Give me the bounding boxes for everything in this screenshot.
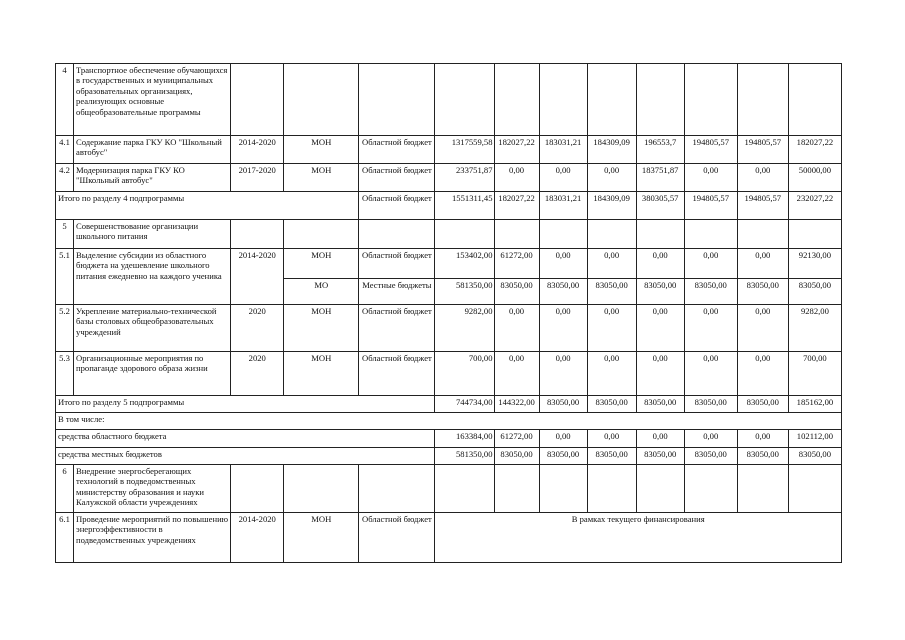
source-cell: Областной бюджет — [359, 192, 435, 220]
period-cell: 2017-2020 — [231, 164, 284, 192]
value-cell: 183751,87 — [636, 164, 684, 192]
value-cell: 83050,00 — [494, 279, 539, 305]
row-title: Внедрение энергосберегающих технологий в подведомственных министерству образования и науки Калужской области учреждениях — [74, 465, 231, 513]
value-cell: 184309,09 — [587, 136, 636, 164]
source-cell: Областной бюджет — [359, 164, 435, 192]
value-cell: 9282,00 — [788, 305, 841, 352]
value-cell: 0,00 — [494, 352, 539, 396]
executor-cell: МОН — [284, 249, 359, 279]
value-cell: 183031,21 — [539, 192, 587, 220]
value-cell: 0,00 — [587, 305, 636, 352]
value-cell: 0,00 — [539, 164, 587, 192]
value-cell: 380305,57 — [636, 192, 684, 220]
value-cell: 83050,00 — [636, 396, 684, 413]
table-row-5-3 — [56, 352, 842, 396]
value-cell: 102112,00 — [788, 430, 841, 448]
row-number: 5.3 — [56, 352, 74, 396]
row-number: 5 — [56, 220, 74, 249]
value-cell: 83050,00 — [788, 448, 841, 465]
budget-table-page — [55, 63, 842, 563]
value-cell: 0,00 — [636, 352, 684, 396]
value-cell: 700,00 — [788, 352, 841, 396]
value-cell: 0,00 — [587, 352, 636, 396]
value-cell: 83050,00 — [737, 279, 788, 305]
table-row-5-2 — [56, 305, 842, 352]
executor-cell: МОН — [284, 136, 359, 164]
table-row-total-5 — [56, 396, 842, 413]
value-cell: 0,00 — [636, 305, 684, 352]
value-cell: 50000,00 — [788, 164, 841, 192]
value-cell: 196553,7 — [636, 136, 684, 164]
value-cell: 194805,57 — [737, 192, 788, 220]
value-cell: 194805,57 — [737, 136, 788, 164]
value-cell: 83050,00 — [684, 279, 737, 305]
value-cell: 83050,00 — [539, 279, 587, 305]
value-cell: 83050,00 — [539, 448, 587, 465]
value-cell: 163384,00 — [435, 430, 494, 448]
source-cell: Областной бюджет — [359, 136, 435, 164]
row-title: Проведение мероприятий по повышению энергоэффективности в подведомственных учреждениях — [74, 513, 231, 563]
value-cell: 182027,22 — [494, 136, 539, 164]
value-cell: 83050,00 — [684, 396, 737, 413]
value-cell: 83050,00 — [587, 396, 636, 413]
value-cell: 0,00 — [494, 164, 539, 192]
value-cell: 83050,00 — [539, 396, 587, 413]
including-label: В том числе: — [56, 413, 842, 430]
table-row-including — [56, 413, 842, 430]
value-cell: 700,00 — [435, 352, 494, 396]
value-cell: 232027,22 — [788, 192, 841, 220]
row-number: 4.1 — [56, 136, 74, 164]
source-cell: Областной бюджет — [359, 305, 435, 352]
source-cell: Местные бюджеты — [359, 279, 435, 305]
source-cell: Областной бюджет — [359, 249, 435, 279]
value-cell: 0,00 — [636, 249, 684, 279]
value-cell: 83050,00 — [636, 279, 684, 305]
value-cell: 83050,00 — [788, 279, 841, 305]
funds-label: средства местных бюджетов — [56, 448, 435, 465]
table-row-4 — [56, 64, 842, 136]
value-cell: 83050,00 — [636, 448, 684, 465]
value-cell: 0,00 — [539, 430, 587, 448]
table-row-4-2 — [56, 164, 842, 192]
row-title: Совершенствование организации школьного питания — [74, 220, 231, 249]
value-cell: 61272,00 — [494, 249, 539, 279]
value-cell: 0,00 — [684, 164, 737, 192]
value-cell: 61272,00 — [494, 430, 539, 448]
value-cell: 144322,00 — [494, 396, 539, 413]
table-row-5 — [56, 220, 842, 249]
table-row-local-funds — [56, 448, 842, 465]
value-cell: 0,00 — [587, 164, 636, 192]
value-cell: 183031,21 — [539, 136, 587, 164]
value-cell: 744734,00 — [435, 396, 494, 413]
value-cell: 0,00 — [587, 249, 636, 279]
value-cell: 0,00 — [636, 430, 684, 448]
table-row-4-1 — [56, 136, 842, 164]
value-cell: 581350,00 — [435, 448, 494, 465]
row-title: Содержание парка ГКУ КО "Школьный автобус" — [74, 136, 231, 164]
value-cell: 83050,00 — [494, 448, 539, 465]
period-cell: 2020 — [231, 352, 284, 396]
budget-table — [55, 63, 842, 563]
value-cell: 0,00 — [737, 305, 788, 352]
value-cell: 9282,00 — [435, 305, 494, 352]
period-cell: 2020 — [231, 305, 284, 352]
value-cell: 581350,00 — [435, 279, 494, 305]
row-number: 4.2 — [56, 164, 74, 192]
source-cell: Областной бюджет — [359, 513, 435, 563]
row-number: 5.1 — [56, 249, 74, 305]
total-label: Итого по разделу 4 подпрограммы — [56, 192, 359, 220]
row-number: 5.2 — [56, 305, 74, 352]
value-cell: 0,00 — [684, 305, 737, 352]
row-title: Выделение субсидии из областного бюджета на удешевление школьного питания ежедневно на каждого ученика — [74, 249, 231, 305]
table-row-6-1 — [56, 513, 842, 563]
value-cell: 0,00 — [684, 352, 737, 396]
executor-cell: МОН — [284, 513, 359, 563]
value-cell: 0,00 — [737, 430, 788, 448]
value-cell: 0,00 — [539, 352, 587, 396]
executor-cell: МО — [284, 279, 359, 305]
row-number: 6.1 — [56, 513, 74, 563]
value-cell: 0,00 — [539, 249, 587, 279]
value-cell: 182027,22 — [494, 192, 539, 220]
value-cell: 83050,00 — [587, 279, 636, 305]
value-cell: 0,00 — [737, 164, 788, 192]
financing-note: В рамках текущего финансирования — [435, 513, 842, 563]
row-title: Укрепление материально-технической базы столовых общеобразовательных учреждений — [74, 305, 231, 352]
value-cell: 83050,00 — [587, 448, 636, 465]
row-title: Транспортное обеспечение обучающихся в государственных и муниципальных образовательных организациях, реализующих основные общеобразовательные программы — [74, 64, 231, 136]
value-cell: 182027,22 — [788, 136, 841, 164]
executor-cell: МОН — [284, 352, 359, 396]
value-cell: 233751,87 — [435, 164, 494, 192]
value-cell: 153402,00 — [435, 249, 494, 279]
period-cell: 2014-2020 — [231, 249, 284, 305]
row-number: 4 — [56, 64, 74, 136]
value-cell: 0,00 — [737, 352, 788, 396]
value-cell: 1317559,58 — [435, 136, 494, 164]
executor-cell: МОН — [284, 164, 359, 192]
value-cell: 0,00 — [684, 430, 737, 448]
value-cell: 0,00 — [587, 430, 636, 448]
total-label: Итого по разделу 5 подпрограммы — [56, 396, 435, 413]
value-cell: 194805,57 — [684, 192, 737, 220]
value-cell: 83050,00 — [737, 448, 788, 465]
value-cell: 0,00 — [494, 305, 539, 352]
row-title: Организационные мероприятия по пропаганде здорового образа жизни — [74, 352, 231, 396]
value-cell: 92130,00 — [788, 249, 841, 279]
source-cell: Областной бюджет — [359, 352, 435, 396]
row-title: Модернизация парка ГКУ КО "Школьный автобус" — [74, 164, 231, 192]
value-cell: 83050,00 — [684, 448, 737, 465]
value-cell: 185162,00 — [788, 396, 841, 413]
row-number: 6 — [56, 465, 74, 513]
value-cell: 83050,00 — [737, 396, 788, 413]
funds-label: средства областного бюджета — [56, 430, 435, 448]
table-row-5-1 — [56, 249, 842, 279]
value-cell: 1551311,45 — [435, 192, 494, 220]
value-cell: 184309,09 — [587, 192, 636, 220]
period-cell: 2014-2020 — [231, 136, 284, 164]
value-cell: 0,00 — [737, 249, 788, 279]
table-row-regional-funds — [56, 430, 842, 448]
value-cell: 0,00 — [684, 249, 737, 279]
table-row-total-4 — [56, 192, 842, 220]
table-row-6 — [56, 465, 842, 513]
executor-cell: МОН — [284, 305, 359, 352]
value-cell: 0,00 — [539, 305, 587, 352]
period-cell: 2014-2020 — [231, 513, 284, 563]
value-cell: 194805,57 — [684, 136, 737, 164]
